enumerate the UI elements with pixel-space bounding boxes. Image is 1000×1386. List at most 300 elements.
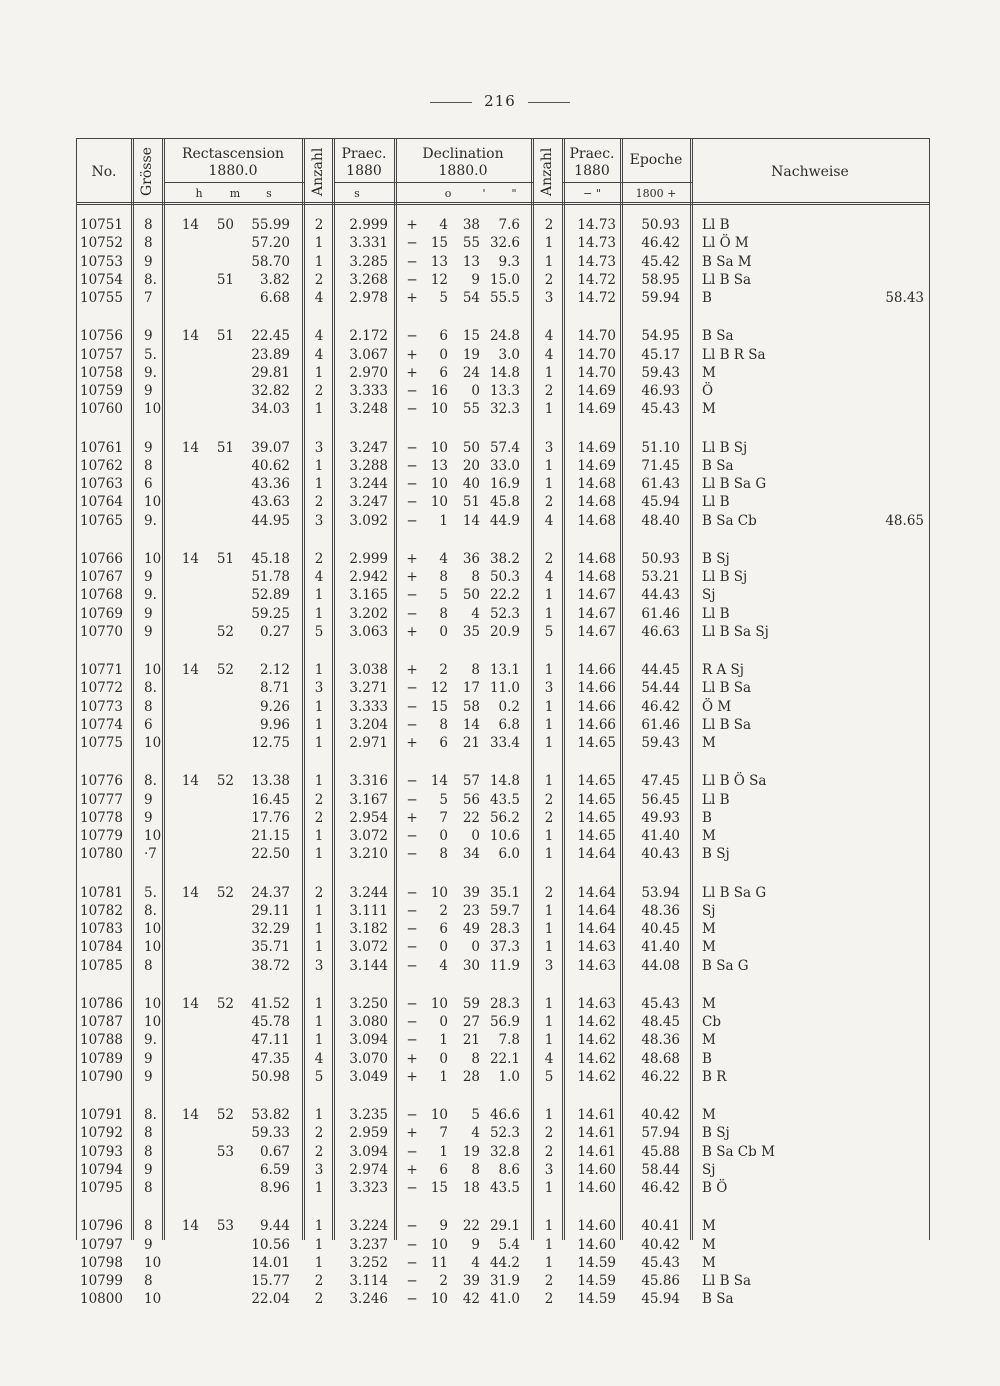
cell-decl-minutes: 54 [462, 290, 480, 306]
cell-decl-count: 1 [544, 1014, 554, 1030]
cell-decl-seconds: 9.3 [498, 253, 520, 270]
cell-ra-precession: 2.172 [349, 328, 388, 345]
cell-ra-seconds: 3.82 [259, 271, 290, 288]
table-row [0, 271, 1000, 289]
cell-epoch: 56.45 [641, 791, 680, 808]
cell-ra-precession: 3.268 [349, 271, 388, 288]
cell-references: B Sj [702, 550, 730, 567]
cell-decl-minutes: 14 [462, 716, 480, 733]
cell-decl-sign: + [406, 1050, 418, 1067]
cell-ra-precession: 3.204 [349, 716, 388, 733]
cell-ra-precession: 2.942 [349, 569, 388, 585]
cell-decl-precession: 14.68 [577, 550, 616, 567]
table-row [0, 772, 1000, 790]
cell-decl-degrees: 5 [439, 791, 448, 808]
cell-decl-sign: − [406, 846, 418, 863]
cell-decl-count: 5 [544, 1068, 554, 1085]
cell-ra-minutes: 53 [216, 1218, 234, 1235]
cell-magnitude: 8 [144, 1180, 153, 1196]
cell-decl-sign: − [406, 1218, 418, 1235]
cell-decl-sign: − [406, 828, 418, 844]
cell-ra-minutes: 51 [216, 439, 234, 456]
cell-decl-seconds: 29.1 [489, 1218, 520, 1235]
cell-decl-minutes: 55 [462, 401, 480, 418]
cell-ra-seconds: 38.72 [251, 957, 290, 974]
cell-magnitude: 9. [144, 512, 157, 529]
cell-ra-precession: 2.978 [349, 290, 388, 306]
cell-decl-count: 1 [544, 995, 554, 1012]
table-row [0, 364, 1000, 382]
cell-decl-seconds: 43.5 [489, 1180, 520, 1196]
cell-ra-precession: 3.165 [349, 587, 388, 604]
cell-decl-seconds: 33.0 [489, 457, 520, 474]
cell-ra-count: 1 [314, 1254, 324, 1271]
cell-decl-count: 1 [544, 476, 554, 492]
cell-epoch: 61.46 [641, 716, 680, 733]
cell-magnitude: 9 [144, 605, 153, 622]
table-row [0, 1068, 1000, 1086]
cell-decl-count: 1 [544, 253, 554, 270]
cell-references: Ll B Sa G [702, 476, 767, 492]
cell-magnitude: 9 [144, 1050, 153, 1067]
cell-decl-sign: + [406, 1068, 418, 1085]
cell-star-number: 10757 [80, 346, 123, 363]
cell-ra-seconds: 40.62 [251, 457, 290, 474]
cell-magnitude: 8 [144, 957, 153, 974]
cell-ra-seconds: 29.11 [251, 902, 290, 919]
cell-decl-precession: 14.60 [577, 1161, 616, 1178]
table-row [0, 716, 1000, 734]
cell-references: M [702, 995, 716, 1012]
cell-epoch: 40.42 [641, 1236, 680, 1253]
cell-decl-seconds: 57.4 [489, 439, 520, 456]
header-praec-year: 1880 [346, 163, 382, 179]
praec-decl-subheader-rule [334, 182, 534, 183]
cell-ra-precession: 3.182 [349, 921, 388, 937]
cell-decl-seconds: 14.8 [489, 364, 520, 381]
cell-decl-minutes: 14 [462, 512, 480, 529]
header-ra-s: s [266, 187, 272, 200]
cell-decl-precession: 14.64 [577, 921, 616, 937]
cell-decl-precession: 14.73 [577, 235, 616, 252]
cell-decl-seconds: 44.9 [489, 512, 520, 529]
header-epoche: Epoche [629, 152, 683, 168]
cell-decl-precession: 14.62 [577, 1014, 616, 1030]
cell-decl-minutes: 21 [462, 735, 480, 751]
cell-decl-minutes: 40 [462, 476, 480, 492]
cell-decl-minutes: 0 [471, 939, 480, 956]
cell-epoch: 45.43 [641, 1254, 680, 1271]
cell-decl-degrees: 2 [439, 1273, 448, 1289]
cell-decl-count: 4 [544, 569, 554, 585]
cell-references: B Sa [702, 457, 734, 474]
cell-magnitude: 9 [144, 791, 153, 808]
table-row [0, 475, 1000, 493]
cell-epoch: 45.42 [641, 253, 680, 270]
cell-epoch: 58.44 [641, 1161, 680, 1178]
cell-decl-minutes: 59 [462, 995, 480, 1012]
cell-magnitude: 9 [144, 383, 153, 399]
cell-decl-count: 1 [544, 605, 554, 622]
cell-decl-minutes: 35 [462, 623, 480, 640]
cell-ra-seconds: 45.78 [251, 1014, 290, 1030]
header-ra-epoch: 1880.0 [208, 163, 258, 179]
cell-decl-seconds: 38.2 [489, 550, 520, 567]
cell-references: M [702, 364, 716, 381]
cell-decl-seconds: 56.9 [489, 1014, 520, 1030]
page-number-dash-left [430, 102, 472, 103]
cell-decl-count: 1 [544, 662, 554, 678]
cell-star-number: 10773 [80, 698, 123, 715]
cell-ra-precession: 3.250 [349, 995, 388, 1012]
cell-ra-count: 1 [314, 1032, 324, 1049]
cell-decl-minutes: 4 [471, 1254, 480, 1271]
cell-decl-sign: − [406, 1254, 418, 1271]
header-praec2: Praec. [569, 146, 615, 162]
cell-decl-seconds: 1.0 [498, 1068, 520, 1085]
cell-ra-seconds: 16.45 [251, 791, 290, 808]
cell-decl-degrees: 10 [430, 995, 448, 1012]
cell-ra-seconds: 44.95 [251, 512, 290, 529]
cell-ra-count: 1 [314, 235, 324, 252]
cell-decl-minutes: 36 [462, 550, 480, 567]
header-anzahl: Anzahl [310, 147, 326, 196]
cell-decl-count: 4 [544, 512, 554, 529]
cell-decl-count: 1 [544, 1180, 554, 1196]
cell-magnitude: 8 [144, 1218, 153, 1235]
cell-references: B R [702, 1068, 727, 1085]
cell-ra-hours: 14 [181, 1107, 199, 1123]
cell-ra-precession: 3.271 [349, 680, 388, 697]
cell-epoch: 40.45 [641, 921, 680, 937]
cell-decl-sign: − [406, 773, 418, 790]
table-row [0, 568, 1000, 586]
table-row [0, 550, 1000, 568]
cell-ra-precession: 3.244 [349, 476, 388, 492]
cell-decl-seconds: 5.4 [498, 1236, 520, 1253]
cell-decl-seconds: 37.3 [489, 939, 520, 956]
header-bottom-rule [76, 202, 930, 205]
cell-ra-precession: 3.247 [349, 439, 388, 456]
cell-decl-seconds: 52.3 [489, 605, 520, 622]
cell-ra-count: 2 [314, 494, 324, 511]
cell-ra-seconds: 35.71 [251, 939, 290, 956]
cell-decl-sign: − [406, 884, 418, 901]
table-row [0, 623, 1000, 641]
cell-ra-seconds: 45.18 [251, 550, 290, 567]
cell-decl-seconds: 43.5 [489, 791, 520, 808]
cell-ra-count: 1 [314, 1180, 324, 1196]
cell-star-number: 10777 [80, 791, 123, 808]
cell-ra-seconds: 10.56 [251, 1236, 290, 1253]
cell-decl-sign: − [406, 383, 418, 399]
cell-references: Ö [702, 383, 714, 399]
cell-references: B [702, 1050, 712, 1067]
cell-decl-degrees: 15 [430, 1180, 448, 1196]
cell-epoch: 46.22 [641, 1068, 680, 1085]
cell-decl-count: 1 [544, 1254, 554, 1271]
header-decl-min: ' [482, 187, 486, 200]
header-praec-unit: s [354, 187, 360, 200]
cell-ra-count: 2 [314, 1125, 324, 1142]
cell-decl-degrees: 6 [439, 921, 448, 937]
cell-ra-count: 1 [314, 846, 324, 863]
cell-decl-precession: 14.66 [577, 698, 616, 715]
cell-ra-seconds: 22.45 [251, 328, 290, 345]
cell-decl-precession: 14.69 [577, 457, 616, 474]
cell-decl-minutes: 4 [471, 605, 480, 622]
cell-decl-seconds: 32.3 [489, 401, 520, 418]
cell-decl-count: 2 [544, 884, 554, 901]
cell-decl-degrees: 7 [439, 1125, 448, 1142]
cell-ra-precession: 3.072 [349, 828, 388, 844]
cell-ra-minutes: 51 [216, 550, 234, 567]
cell-decl-sign: − [406, 512, 418, 529]
cell-ra-count: 1 [314, 716, 324, 733]
cell-decl-seconds: 45.8 [489, 494, 520, 511]
cell-decl-precession: 14.65 [577, 809, 616, 826]
cell-decl-count: 1 [544, 1032, 554, 1049]
cell-ra-seconds: 50.98 [251, 1068, 290, 1085]
header-epoche-unit: 1800 + [635, 187, 677, 200]
table-row [0, 698, 1000, 716]
cell-ra-minutes: 51 [216, 271, 234, 288]
cell-ra-seconds: 22.04 [251, 1291, 290, 1308]
cell-ra-count: 1 [314, 1014, 324, 1030]
cell-decl-degrees: 1 [439, 1068, 448, 1085]
cell-magnitude: 9 [144, 1068, 153, 1085]
cell-decl-degrees: 0 [439, 1014, 448, 1030]
cell-decl-count: 1 [544, 828, 554, 844]
cell-magnitude: 8. [144, 773, 157, 790]
cell-epoch: 57.94 [641, 1125, 680, 1142]
cell-ra-seconds: 9.96 [259, 716, 290, 733]
cell-ra-precession: 3.070 [349, 1050, 388, 1067]
cell-ra-seconds: 51.78 [251, 569, 290, 585]
cell-decl-precession: 14.64 [577, 846, 616, 863]
cell-ra-seconds: 9.44 [259, 1218, 290, 1235]
cell-ra-precession: 3.202 [349, 605, 388, 622]
cell-decl-sign: + [406, 290, 418, 306]
cell-decl-degrees: 14 [430, 773, 448, 790]
cell-references: M [702, 1032, 716, 1049]
cell-ra-count: 1 [314, 605, 324, 622]
cell-decl-minutes: 57 [462, 773, 480, 790]
cell-magnitude: 10 [144, 662, 162, 678]
cell-decl-count: 3 [544, 439, 554, 456]
cell-star-number: 10759 [80, 383, 123, 399]
cell-ra-seconds: 8.71 [259, 680, 290, 697]
table-row [0, 346, 1000, 364]
cell-decl-degrees: 6 [439, 328, 448, 345]
cell-decl-precession: 14.59 [577, 1291, 616, 1308]
cell-star-number: 10756 [80, 328, 123, 345]
cell-magnitude: 8 [144, 217, 153, 233]
cell-references: M [702, 1254, 716, 1271]
cell-decl-precession: 14.68 [577, 476, 616, 492]
header-praec2-year: 1880 [574, 163, 610, 179]
cell-decl-seconds: 22.2 [489, 587, 520, 604]
cell-decl-precession: 14.72 [577, 271, 616, 288]
cell-references: M [702, 1218, 716, 1235]
cell-decl-count: 1 [544, 902, 554, 919]
cell-ra-count: 2 [314, 1273, 324, 1289]
cell-references: Sj [702, 902, 716, 919]
cell-ra-precession: 3.244 [349, 884, 388, 901]
table-row [0, 884, 1000, 902]
cell-decl-degrees: 11 [430, 1254, 448, 1271]
cell-ra-seconds: 59.33 [251, 1125, 290, 1142]
cell-decl-minutes: 8 [471, 569, 480, 585]
cell-decl-sign: − [406, 791, 418, 808]
cell-decl-precession: 14.70 [577, 364, 616, 381]
cell-decl-count: 1 [544, 587, 554, 604]
cell-star-number: 10764 [80, 494, 123, 511]
cell-decl-count: 2 [544, 383, 554, 399]
cell-decl-degrees: 10 [430, 1291, 448, 1308]
cell-epoch: 46.42 [641, 698, 680, 715]
cell-ra-precession: 3.038 [349, 662, 388, 678]
cell-decl-sign: − [406, 271, 418, 288]
cell-star-number: 10799 [80, 1273, 123, 1289]
cell-ra-precession: 2.970 [349, 364, 388, 381]
cell-epoch: 40.43 [641, 846, 680, 863]
cell-decl-degrees: 6 [439, 1161, 448, 1178]
cell-ra-seconds: 57.20 [251, 235, 290, 252]
cell-decl-count: 1 [544, 698, 554, 715]
cell-decl-degrees: 0 [439, 623, 448, 640]
cell-decl-precession: 14.62 [577, 1032, 616, 1049]
cell-star-number: 10786 [80, 995, 123, 1012]
cell-decl-seconds: 46.6 [489, 1107, 520, 1123]
cell-decl-minutes: 22 [462, 809, 480, 826]
cell-decl-count: 2 [544, 550, 554, 567]
cell-star-number: 10787 [80, 1014, 123, 1030]
cell-ra-precession: 3.316 [349, 773, 388, 790]
cell-decl-precession: 14.73 [577, 253, 616, 270]
cell-ra-count: 4 [314, 328, 324, 345]
cell-decl-degrees: 10 [430, 439, 448, 456]
cell-references: Ll Ö M [702, 235, 749, 252]
cell-epoch: 59.43 [641, 364, 680, 381]
cell-references: Ll B Sa [702, 271, 752, 288]
table-top-rule [76, 138, 930, 139]
cell-epoch: 47.45 [641, 773, 680, 790]
cell-references: Ll B Ö Sa [702, 773, 767, 790]
cell-ra-hours: 14 [181, 773, 199, 790]
cell-star-number: 10775 [80, 735, 123, 751]
cell-decl-degrees: 12 [430, 680, 448, 697]
cell-ra-count: 3 [314, 439, 324, 456]
cell-magnitude: 5. [144, 884, 157, 901]
cell-decl-seconds: 41.0 [489, 1291, 520, 1308]
cell-ra-count: 1 [314, 902, 324, 919]
cell-references: B Sa G [702, 957, 749, 974]
table-row [0, 679, 1000, 697]
cell-ra-seconds: 0.27 [259, 623, 290, 640]
cell-decl-count: 2 [544, 494, 554, 511]
cell-ra-count: 2 [314, 550, 324, 567]
cell-decl-degrees: 1 [439, 512, 448, 529]
cell-decl-seconds: 50.3 [489, 569, 520, 585]
cell-decl-seconds: 11.9 [489, 957, 520, 974]
cell-decl-minutes: 28 [462, 1068, 480, 1085]
cell-decl-sign: − [406, 587, 418, 604]
cell-decl-degrees: 5 [439, 587, 448, 604]
cell-star-number: 10765 [80, 512, 123, 529]
cell-star-number: 10768 [80, 587, 123, 604]
cell-decl-precession: 14.60 [577, 1180, 616, 1196]
cell-references: B [702, 809, 712, 826]
cell-decl-precession: 14.68 [577, 512, 616, 529]
cell-references: B Sa M [702, 253, 752, 270]
cell-ra-seconds: 22.50 [251, 846, 290, 863]
cell-ra-precession: 3.072 [349, 939, 388, 956]
cell-references: Sj [702, 1161, 716, 1178]
cell-ra-seconds: 47.35 [251, 1050, 290, 1067]
cell-decl-minutes: 34 [462, 846, 480, 863]
cell-decl-sign: − [406, 1180, 418, 1196]
cell-extra-epoch: 48.65 [885, 512, 924, 529]
cell-ra-count: 5 [314, 623, 324, 640]
cell-decl-minutes: 50 [462, 439, 480, 456]
cell-epoch: 46.42 [641, 1180, 680, 1196]
cell-star-number: 10791 [80, 1107, 123, 1123]
cell-decl-sign: − [406, 939, 418, 956]
table-row [0, 457, 1000, 475]
cell-decl-precession: 14.69 [577, 383, 616, 399]
cell-decl-minutes: 50 [462, 587, 480, 604]
cell-epoch: 41.40 [641, 828, 680, 844]
cell-decl-minutes: 5 [471, 1107, 480, 1123]
table-row [0, 1124, 1000, 1142]
cell-ra-count: 2 [314, 1291, 324, 1308]
cell-decl-seconds: 6.0 [498, 846, 520, 863]
cell-ra-count: 3 [314, 512, 324, 529]
cell-decl-precession: 14.68 [577, 569, 616, 585]
cell-ra-precession: 3.252 [349, 1254, 388, 1271]
cell-magnitude: 8 [144, 698, 153, 715]
cell-epoch: 45.88 [641, 1143, 680, 1160]
cell-extra-epoch: 58.43 [885, 290, 924, 306]
cell-decl-precession: 14.63 [577, 995, 616, 1012]
cell-ra-precession: 2.971 [349, 735, 388, 751]
cell-ra-precession: 3.144 [349, 957, 388, 974]
cell-decl-precession: 14.59 [577, 1254, 616, 1271]
cell-decl-sign: + [406, 550, 418, 567]
cell-decl-sign: + [406, 217, 418, 233]
header-decl-epoch: 1880.0 [438, 163, 488, 179]
cell-ra-count: 1 [314, 995, 324, 1012]
cell-decl-minutes: 42 [462, 1291, 480, 1308]
cell-ra-seconds: 43.63 [251, 494, 290, 511]
cell-references: Ll B [702, 791, 730, 808]
cell-epoch: 49.93 [641, 809, 680, 826]
cell-ra-count: 3 [314, 1161, 324, 1178]
cell-decl-sign: − [406, 235, 418, 252]
cell-magnitude: 10 [144, 939, 162, 956]
cell-decl-seconds: 52.3 [489, 1125, 520, 1142]
table-row [0, 400, 1000, 418]
cell-decl-precession: 14.69 [577, 401, 616, 418]
cell-ra-precession: 3.080 [349, 1014, 388, 1030]
cell-decl-minutes: 38 [462, 217, 480, 233]
cell-decl-count: 2 [544, 1291, 554, 1308]
cell-ra-count: 1 [314, 735, 324, 751]
cell-magnitude: 10 [144, 1014, 162, 1030]
cell-ra-precession: 3.094 [349, 1032, 388, 1049]
cell-decl-degrees: 7 [439, 809, 448, 826]
